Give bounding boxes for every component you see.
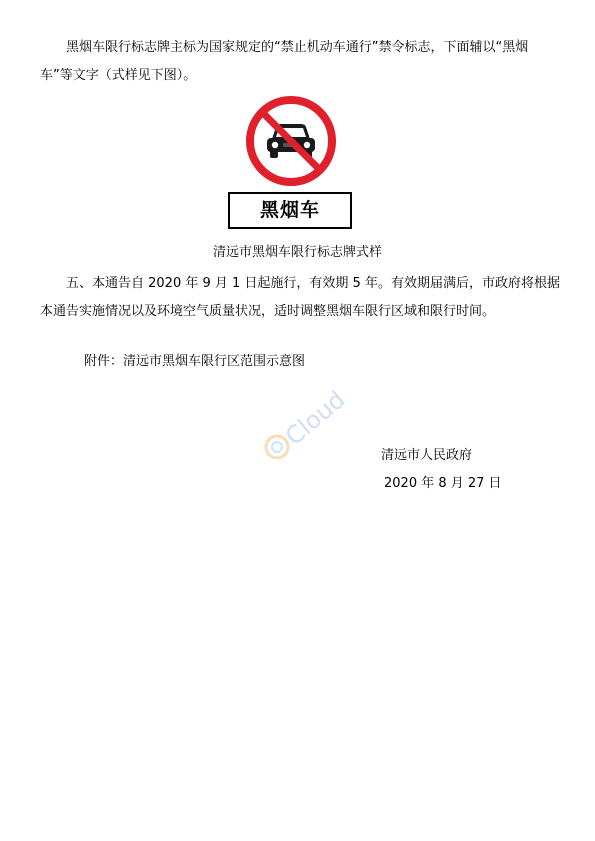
clause-5-paragraph: 五、本通告自 2020 年 9 月 1 日起施行，有效期 5 年。有效期届满后，市政府将根据本通告实施情况以及环境空气质量状况，适时调整黑烟车限行区域和限行时间。	[40, 276, 560, 319]
sign-caption: 清远市黑烟车限行标志牌式样	[212, 245, 382, 260]
attachment-line: 附件：清远市黑烟车限行区范围示意图	[84, 354, 306, 369]
no-motor-vehicles-icon	[245, 95, 337, 187]
sign-label: 黑烟车	[228, 192, 352, 229]
watermark-text: Cloud	[280, 385, 351, 451]
signature-date: 2020 年 8 月 27 日	[384, 476, 502, 491]
intro-paragraph: 黑烟车限行标志牌主标为国家规定的“禁止机动车通行”禁令标志，下面辅以“黑烟车”等文字（式样见下图）。	[40, 40, 529, 83]
cloud-logo-watermark-icon	[255, 380, 355, 470]
signature-org: 清远市人民政府	[381, 448, 473, 463]
